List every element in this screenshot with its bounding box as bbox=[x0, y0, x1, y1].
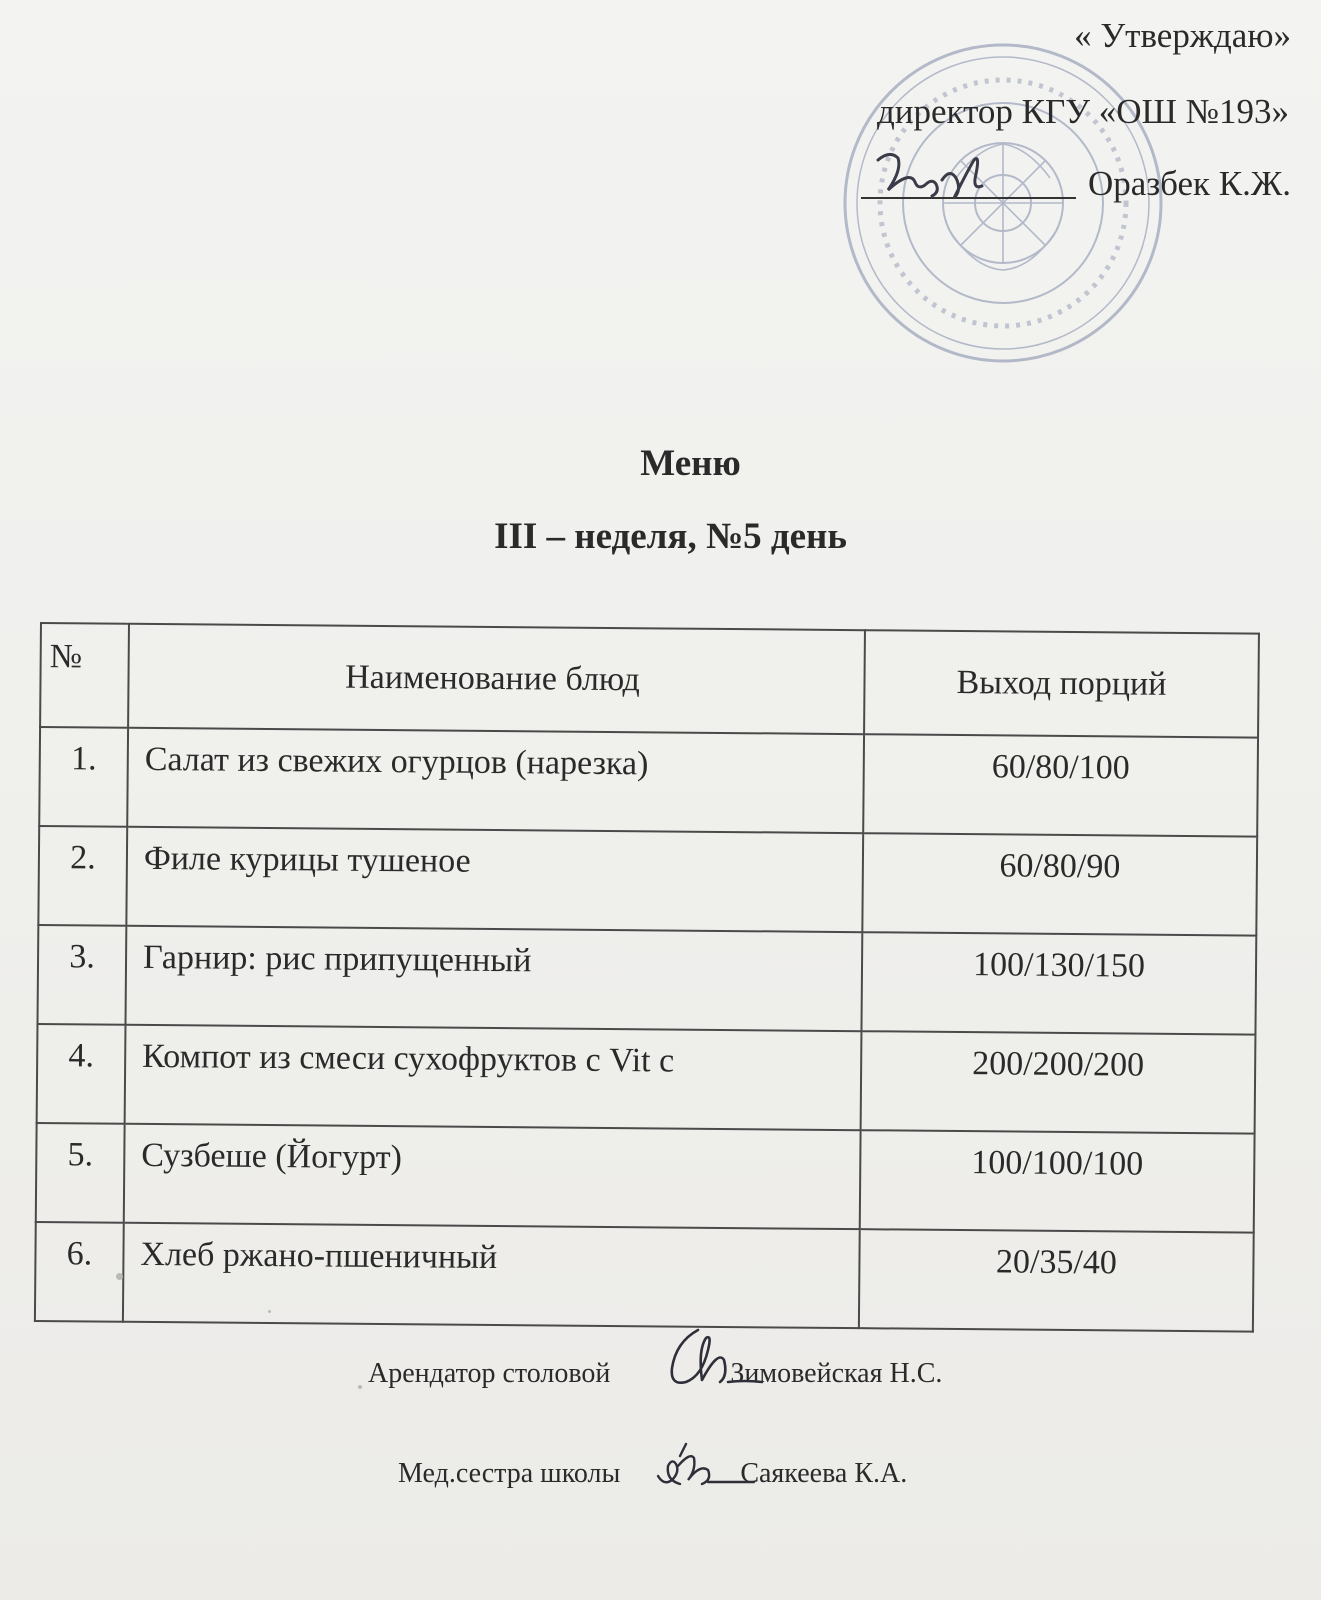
table-row bbox=[39, 727, 1258, 837]
table-row bbox=[37, 1024, 1256, 1134]
row-dish-name: Гарнир: рис припущенный bbox=[125, 926, 862, 1031]
paper-speck bbox=[358, 1385, 362, 1389]
row-num: 2. bbox=[38, 826, 127, 926]
director-name: Оразбек К.Ж. bbox=[1088, 164, 1291, 203]
header-dish-name: Наименование блюд bbox=[128, 624, 865, 734]
renter-signatory bbox=[368, 1358, 942, 1390]
table-row bbox=[35, 1222, 1254, 1332]
row-portion-output: 20/35/40 bbox=[859, 1229, 1254, 1331]
row-num: 6. bbox=[35, 1222, 124, 1322]
header-portion-output: Выход порций bbox=[864, 630, 1259, 737]
row-portion-output: 200/200/200 bbox=[861, 1031, 1256, 1133]
paper-speck bbox=[268, 1310, 271, 1313]
row-dish-name: Сузбеше (Йогурт) bbox=[124, 1124, 861, 1229]
paper-speck bbox=[116, 1273, 123, 1280]
nurse-signature bbox=[650, 1436, 760, 1496]
nurse-name: Саякеева К.А. bbox=[740, 1458, 908, 1489]
approval-heading: « Утверждаю» bbox=[1074, 16, 1291, 55]
row-portion-output: 100/100/100 bbox=[860, 1130, 1255, 1232]
document-subtitle: III – неделя, №5 день bbox=[494, 516, 847, 557]
row-num: 1. bbox=[39, 727, 128, 827]
menu-table bbox=[34, 622, 1260, 1333]
table-header-row bbox=[40, 623, 1259, 738]
row-num: 3. bbox=[37, 925, 126, 1025]
row-num: 5. bbox=[36, 1123, 125, 1223]
row-dish-name: Хлеб ржано-пшеничный bbox=[123, 1223, 860, 1328]
row-num: 4. bbox=[37, 1024, 126, 1124]
document-title: Меню bbox=[640, 443, 741, 484]
table-row bbox=[38, 826, 1257, 936]
row-portion-output: 60/80/100 bbox=[863, 734, 1258, 836]
renter-signature bbox=[658, 1320, 768, 1398]
header-num: № bbox=[40, 623, 129, 728]
row-portion-output: 100/130/150 bbox=[861, 932, 1256, 1034]
director-signature bbox=[870, 140, 1000, 210]
row-dish-name: Филе курицы тушеное bbox=[126, 827, 863, 932]
row-dish-name: Салат из свежих огурцов (нарезка) bbox=[127, 728, 864, 833]
table-row bbox=[37, 925, 1256, 1035]
approval-position: директор КГУ «ОШ №193» bbox=[876, 92, 1289, 131]
renter-name: Зимовейская Н.С. bbox=[730, 1358, 943, 1389]
row-dish-name: Компот из смеси сухофруктов с Vit c bbox=[125, 1025, 862, 1130]
row-portion-output: 60/80/90 bbox=[862, 833, 1257, 935]
nurse-role: Мед.сестра школы bbox=[398, 1458, 621, 1489]
table-row bbox=[36, 1123, 1255, 1233]
renter-role: Арендатор столовой bbox=[368, 1358, 611, 1389]
